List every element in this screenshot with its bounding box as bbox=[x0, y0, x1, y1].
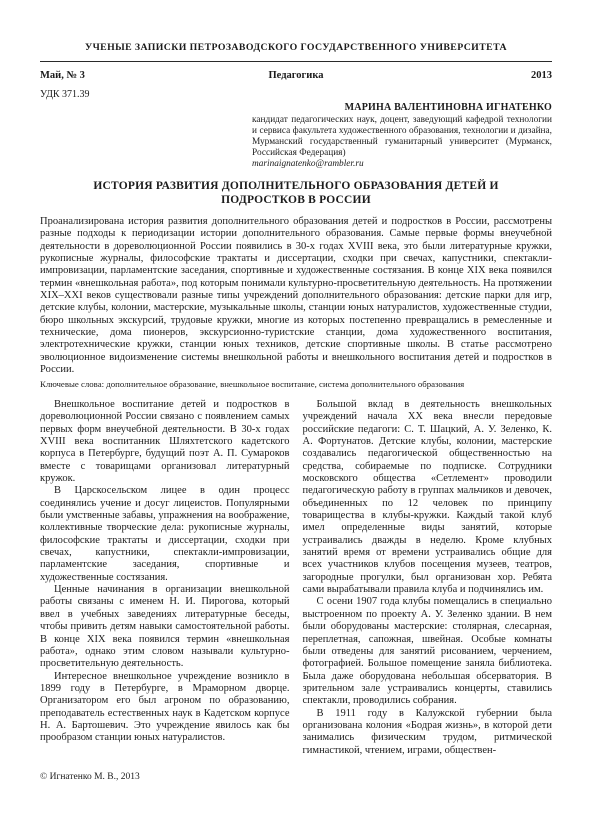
author-affiliation: кандидат педагогических наук, доцент, заведующий кафедрой технологии и сервиса факультета художественного образования, технологии и дизайна, Мурманский государственный гуманитарный университет (Мурманск, Российская Федерация) bbox=[252, 115, 552, 158]
keywords-line: Ключевые слова: дополнительное образование, внешкольное воспитание, система дополнительного образования bbox=[40, 379, 465, 390]
udc-label: УДК 371.39 bbox=[40, 89, 90, 100]
journal-title: УЧЕНЫЕ ЗАПИСКИ ПЕТРОЗАВОДСКОГО ГОСУДАРСТВЕННОГО УНИВЕРСИТЕТА bbox=[84, 42, 507, 53]
body-right-column bbox=[303, 399, 553, 757]
paragraph: С осени 1907 года клубы помещались в специально выстроенном по проекту А. У. Зеленко здании. В нем были оборудованы мастерские: столярная, слесарная, переплетная, сапожная, швейная. Особые комнаты были отведены для занятий рисованием, черчением, фотографией. Большое помещение заняла библиотека. Была даже оборудована небольшая обсерватория. В зрительном зале устраивались концерты, ставились спектакли, проводились собрания. bbox=[302, 596, 552, 707]
header-rule bbox=[40, 61, 552, 62]
article-abstract: Проанализирована история развития дополнительного образования детей и подростков в России, рассмотрены разные подходы к периодизации истории дополнительного образования. Самые первые формы внеучебной деятельности в дореволюционной России появились в 30-х годах XVIII века, это были литературные кружки, рукописные журналы, философские трактаты и диссертации, сходки при свечах, капустники, спектакли-импровизации, парламентские заседания, спортивные и художественные состязания. В конце XIX века появился термин «внешкольная работа», под которым понимали культурно-просветительную деятельность. На протяжении XIX–XXI веков существовали разные типы учреждений дополнительного образования: детские парки для игр, детские клубы, колонии, мастерские, музыкальные школы, станции юных натуралистов, художественные студии, бюро школьных экскурсий, трудовые кружки, многие из которых постепенно превращались в ремесленные и технические, дома пионеров, экскурсионно-туристские станции, дома художественного воспитания, электротехнические кружки, станции юных техников, детские спортивные школы. В статье рассмотрено эволюционное видоизменение системы внешкольной работы и внешкольного воспитания детей и подростков в России. bbox=[40, 216, 552, 376]
body-left-column bbox=[40, 399, 290, 757]
article-title: ИСТОРИЯ РАЗВИТИЯ ДОПОЛНИТЕЛЬНОГО ОБРАЗОВАНИЯ ДЕТЕЙ И ПОДРОСТКОВ В РОССИИ bbox=[93, 180, 499, 206]
author-email: marinaignatenko@rambler.ru bbox=[252, 159, 364, 169]
body-columns bbox=[40, 399, 552, 757]
paragraph: Интересное внешкольное учреждение возникло в 1899 году в Петербурге, в Мраморном дворце. Организатором его был агроном по образованию, преподаватель естественных наук в Кадетском корпусе Н. А. Бартошевич. Это учреждение явилось как бы прообразом станции юных натуралистов. bbox=[40, 670, 290, 744]
paragraph: Большой вклад в деятельность внешкольных учреждений начала XX века внесли передовые российские педагоги: С. Т. Шацкий, А. У. Зеленко, К. А. Фортунатов. Детские клубы, колонии, мастерские создавались педагогической общественностью на средства, собираемые по подписке. Сотрудники московского общества «Сетлемент» проводили педагогическую работу в группах мальчиков и девочек, объединенных по 12 человек по принципу товарищества в клубы-кружки. Каждый такой клуб имел определенные виды занятий, которые устраивались дважды в неделю. Кроме клубных занятий время от времени устраивались общие для всех участников клубов посещения музеев, театров, загородные прогулки, был организован хор. Ребята сами вырабатывали правила клуба и подчинялись им. bbox=[302, 398, 552, 596]
paragraph: В Царскосельском лицее в один процесс соединялись учение и досуг лицеистов. Популярными были умственные забавы, упражнения на воображение, коллективные творческие дела: рукописные журналы, философские трактаты и диссертации, сходки при свечах, капустники, спектакли-импровизации, парламентские заседания, спортивные и художественные состязания. bbox=[40, 485, 290, 583]
issue-label: Май, № 3 bbox=[40, 70, 85, 81]
paragraph: Внешкольное воспитание детей и подростков в дореволюционной России связано с появлением самых первых форм внеучебной деятельности. В 30-х годах XVIII века воспитанник Шляхтетского кадетского корпуса в Петербурге, будущий поэт А. П. Сумароков вместе с товарищами организовал литературный кружок. bbox=[40, 398, 290, 485]
page-content bbox=[40, 0, 552, 757]
author-block bbox=[252, 102, 552, 170]
paragraph: Ценные начинания в организации внешкольной работы связаны с именем Н. И. Пирогова, который ввел в учебных заведениях литературные беседы, чтобы привить детям навыки самостоятельной работы. В конце XIX века появился термин «внешкольная работа», однако этим словом называли культурно-просветительную деятельность. bbox=[40, 584, 290, 670]
issue-row bbox=[40, 69, 552, 82]
author-name: МАРИНА ВАЛЕНТИНОВНА ИГНАТЕНКО bbox=[344, 102, 552, 113]
year-label: 2013 bbox=[531, 70, 553, 81]
copyright-notice: © Игнатенко М. В., 2013 bbox=[40, 772, 140, 782]
section-label: Педагогика bbox=[268, 70, 324, 81]
paragraph: В 1911 году в Калужской губернии была организована колония «Бодрая жизнь», в которой дети занимались физическим трудом, ритмической гимнастикой, чтением, играми, обществен- bbox=[302, 707, 552, 756]
